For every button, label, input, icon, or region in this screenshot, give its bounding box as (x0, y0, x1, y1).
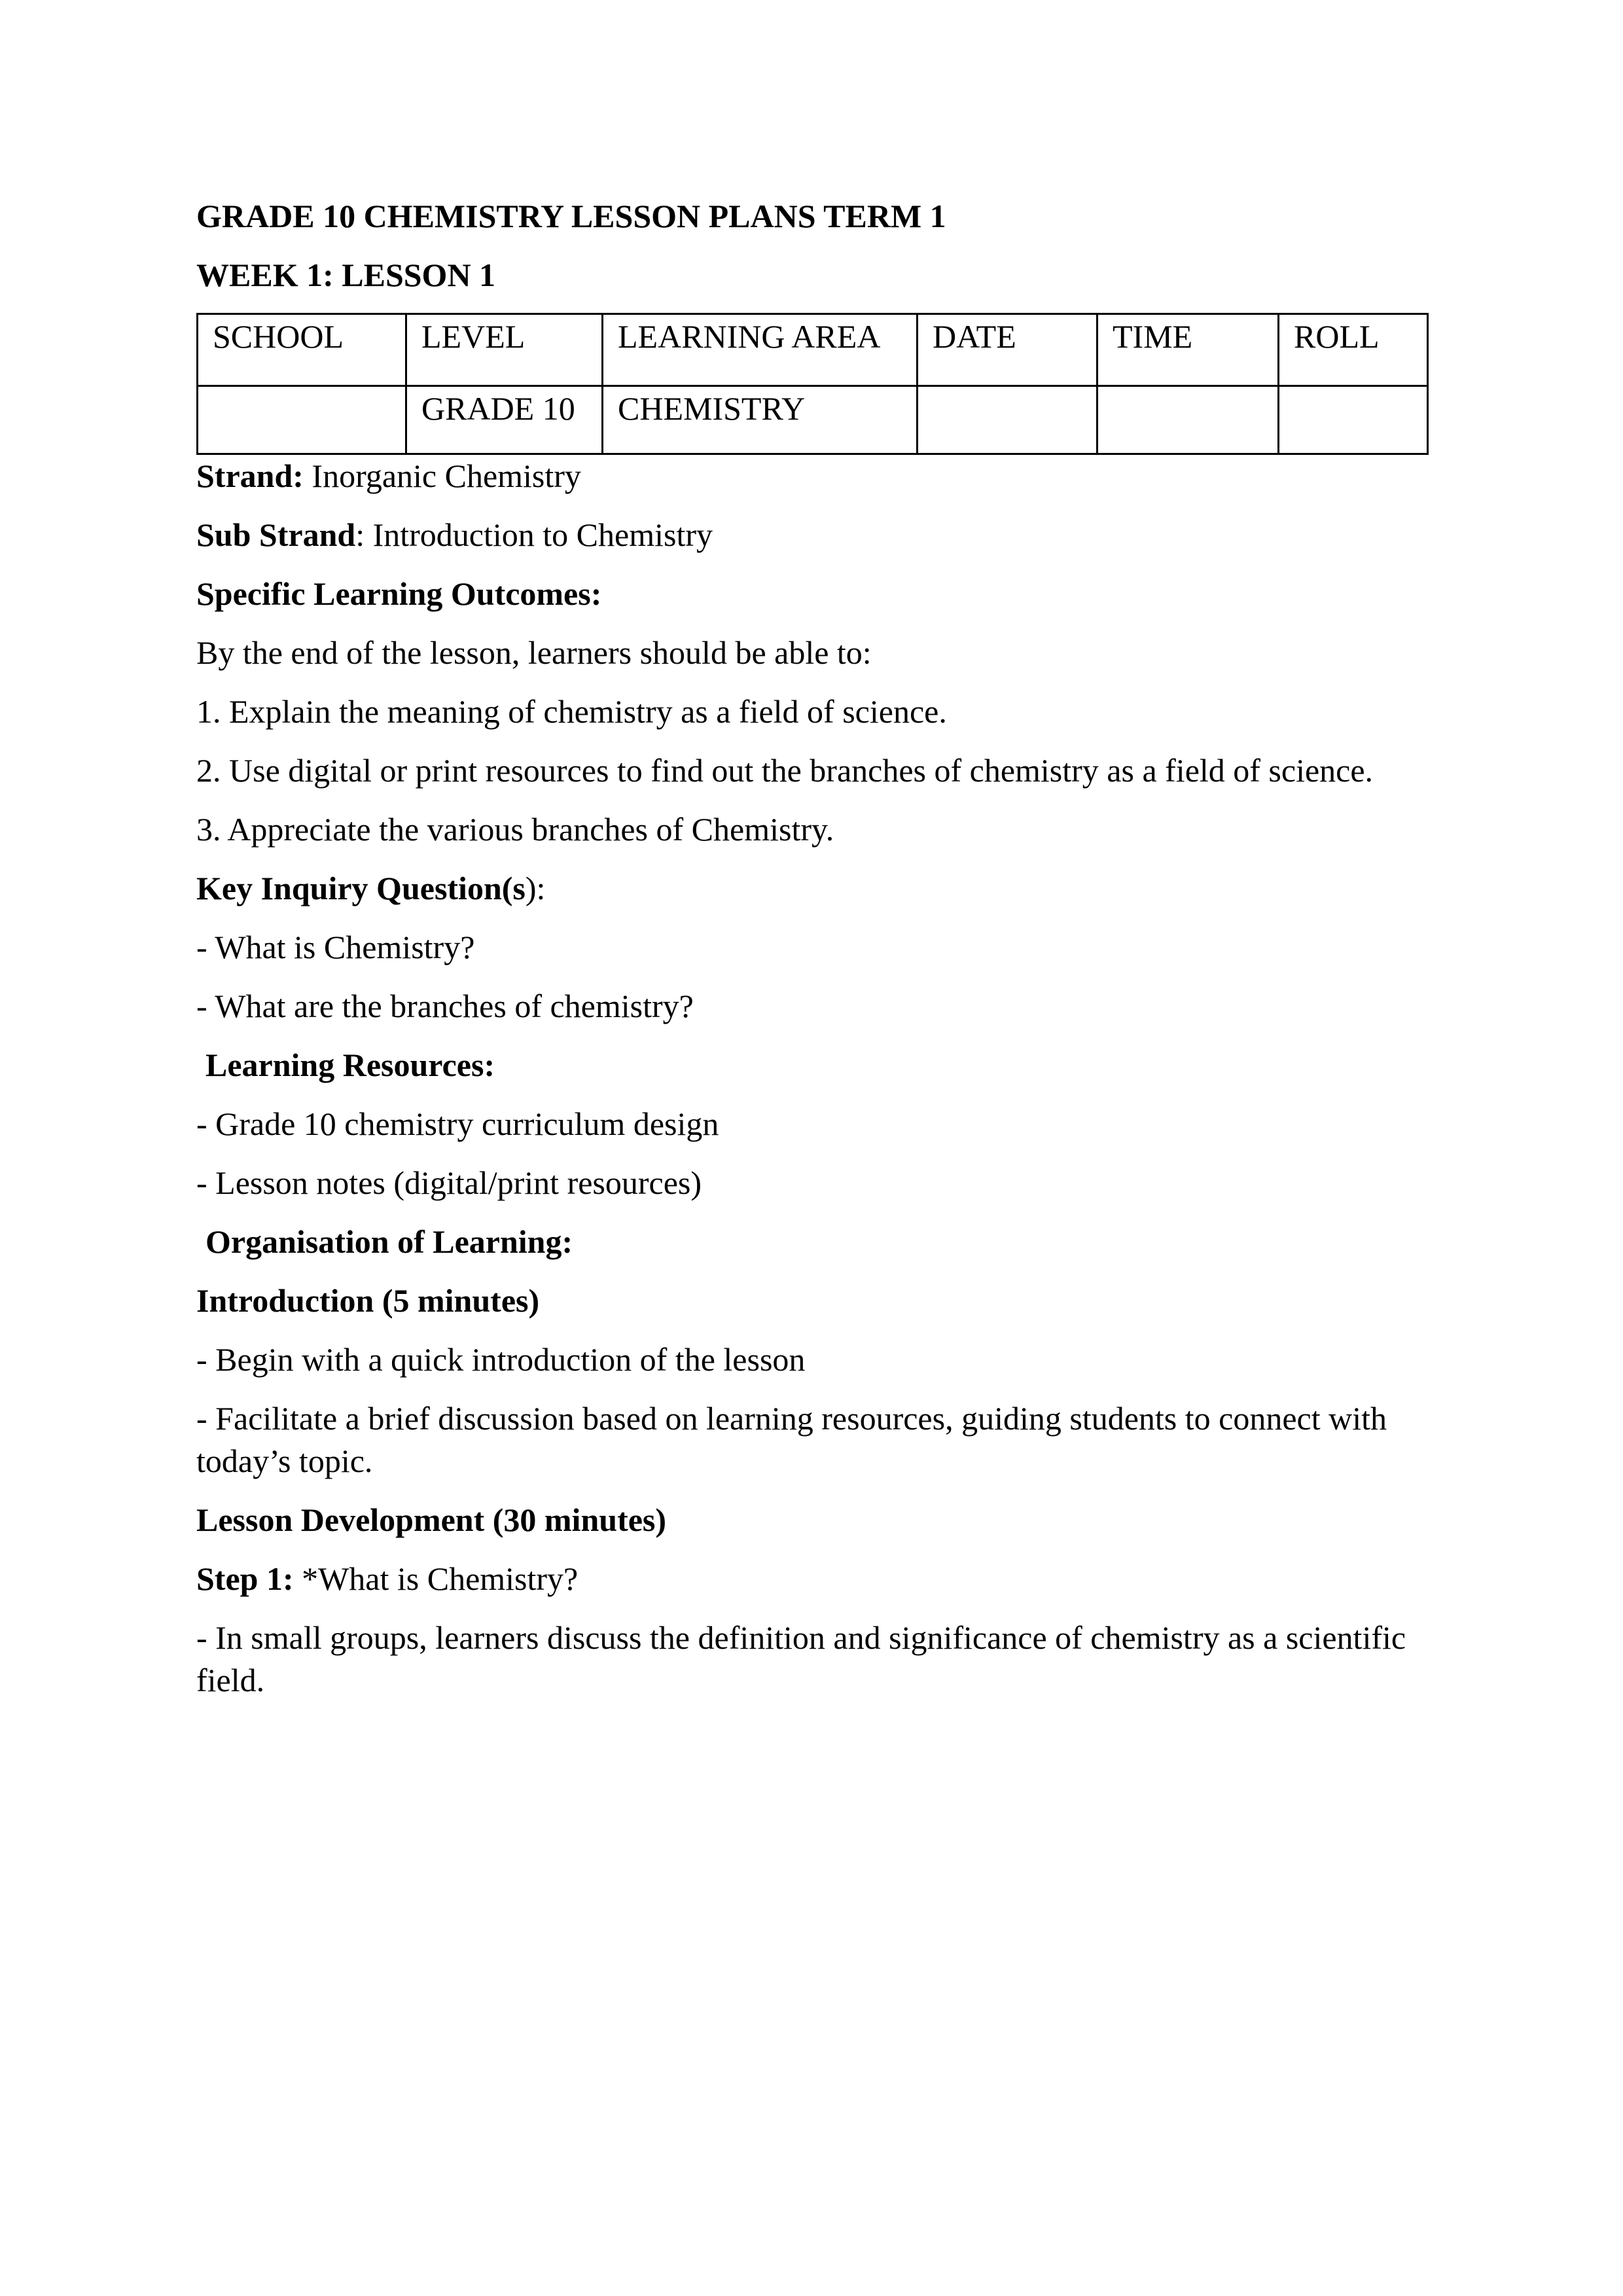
lesson-development-heading: Lesson Development (30 minutes) (196, 1501, 667, 1538)
table-header-date: DATE (918, 314, 1097, 386)
table-header-learning-area: LEARNING AREA (603, 314, 918, 386)
strand-line (196, 455, 1446, 497)
table-cell-level: GRADE 10 (406, 386, 603, 454)
outcomes-intro: By the end of the lesson, learners should be able to: (196, 634, 872, 671)
document-content (196, 195, 1446, 1718)
week-lesson-heading: WEEK 1: LESSON 1 (196, 257, 496, 293)
lesson-info-table (196, 313, 1429, 455)
key-inquiry-heading-tail: ): (525, 870, 546, 906)
outcomes-heading: Specific Learning Outcomes: (196, 575, 602, 612)
resource-item-2: - Lesson notes (digital/print resources) (196, 1164, 702, 1201)
organisation-heading: Organisation of Learning: (205, 1223, 573, 1260)
introduction-point-2: - Facilitate a brief discussion based on learning resources, guiding students to connect with today’s topic. (196, 1400, 1395, 1479)
key-inquiry-question-1: - What is Chemistry? (196, 929, 475, 965)
step-1-text: *What is Chemistry? (293, 1560, 579, 1597)
strand-label: Strand: (196, 457, 304, 494)
table-cell-learning-area: CHEMISTRY (603, 386, 918, 454)
key-inquiry-question-2: - What are the branches of chemistry? (196, 988, 694, 1024)
introduction-point-1: - Begin with a quick introduction of the lesson (196, 1341, 806, 1378)
step-1-line (196, 1558, 1446, 1600)
table-cell-date (918, 386, 1097, 454)
document-title: GRADE 10 CHEMISTRY LESSON PLANS TERM 1 (196, 198, 946, 234)
table-cell-time (1097, 386, 1279, 454)
sub-strand-label: Sub Strand (196, 516, 356, 553)
table-header-time: TIME (1097, 314, 1279, 386)
outcome-item-3: 3. Appreciate the various branches of Chemistry. (196, 811, 834, 848)
outcome-item-2: 2. Use digital or print resources to find out the branches of chemistry as a field of science. (196, 752, 1374, 789)
strand-value: Inorganic Chemistry (303, 457, 581, 494)
step-1-label: Step 1: (196, 1560, 294, 1597)
table-cell-roll (1279, 386, 1428, 454)
sub-strand-value: : Introduction to Chemistry (355, 516, 713, 553)
table-data-row (198, 386, 1428, 454)
outcome-item-1: 1. Explain the meaning of chemistry as a field of science. (196, 693, 947, 730)
table-header-roll: ROLL (1279, 314, 1428, 386)
key-inquiry-heading-bold: Key Inquiry Question(s (196, 870, 526, 906)
key-inquiry-heading (196, 867, 1446, 910)
table-header-school: SCHOOL (198, 314, 406, 386)
resource-item-1: - Grade 10 chemistry curriculum design (196, 1105, 719, 1142)
introduction-heading: Introduction (5 minutes) (196, 1282, 540, 1319)
table-cell-school (198, 386, 406, 454)
table-header-level: LEVEL (406, 314, 603, 386)
sub-strand-line (196, 514, 1446, 556)
table-header-row (198, 314, 1428, 386)
resources-heading: Learning Resources: (205, 1047, 495, 1083)
lesson-development-point-1: - In small groups, learners discuss the definition and significance of chemistry as a scientific field. (196, 1619, 1414, 1698)
